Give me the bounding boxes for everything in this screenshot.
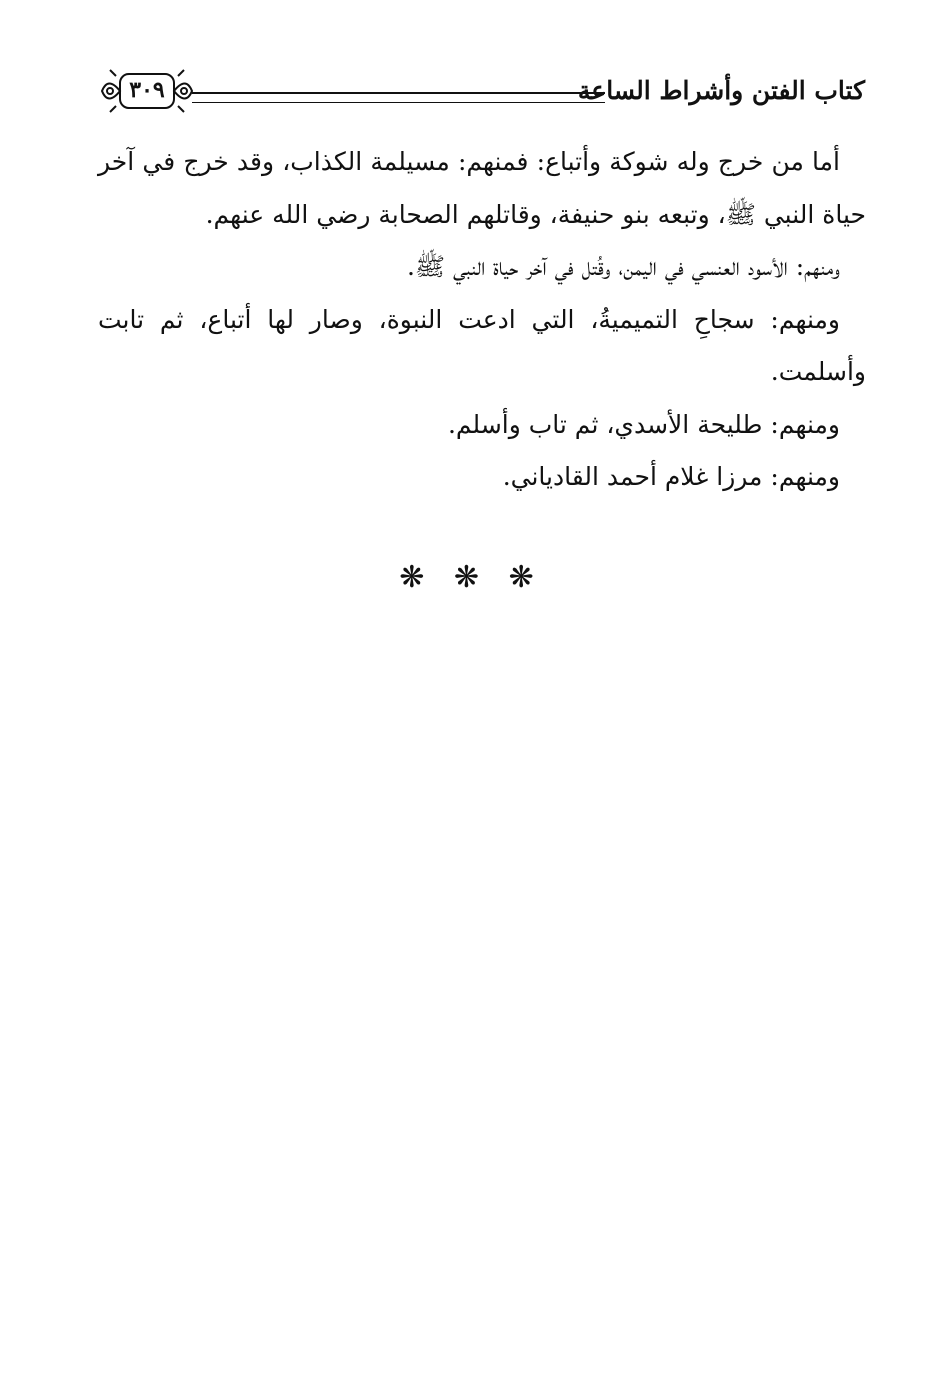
paragraph-sajah: ومنهم: سجاحِ التميميةُ، التي ادعت النبوة، وصار لها أتباع، ثم تابت وأسلمت.: [98, 304, 866, 386]
paragraph-musaylima: أما من خرج وله شوكة وأتباع: فمنهم: مسيلمة الكذاب، وقد خرج في آخر حياة النبي ﷺ، وتبعه بنو حنيفة، وقاتلهم الصحابة رضي الله عنهم.: [98, 147, 866, 229]
paragraph-tulayha: ومنهم: طليحة الأسدي، ثم تاب وأسلم.: [447, 409, 840, 439]
page-header: [100, 62, 865, 122]
paragraph-mirza-ghulam: ومنهم: مرزا غلام أحمد القادياني.: [502, 462, 840, 491]
running-title: كتاب الفتن وأشراط الساعة: [577, 76, 865, 105]
paragraph-aswad-ansi: ومنهم: الأسود العنسي في اليمن، وقُتل في آخر حياة النبي ﷺ.: [406, 252, 840, 281]
page-number: ٣٠٩: [129, 77, 165, 103]
header-rule: [192, 92, 605, 103]
main-text: [98, 136, 866, 504]
section-divider: ❋ ❋ ❋: [399, 560, 544, 595]
page-number-ornament: [100, 66, 194, 116]
